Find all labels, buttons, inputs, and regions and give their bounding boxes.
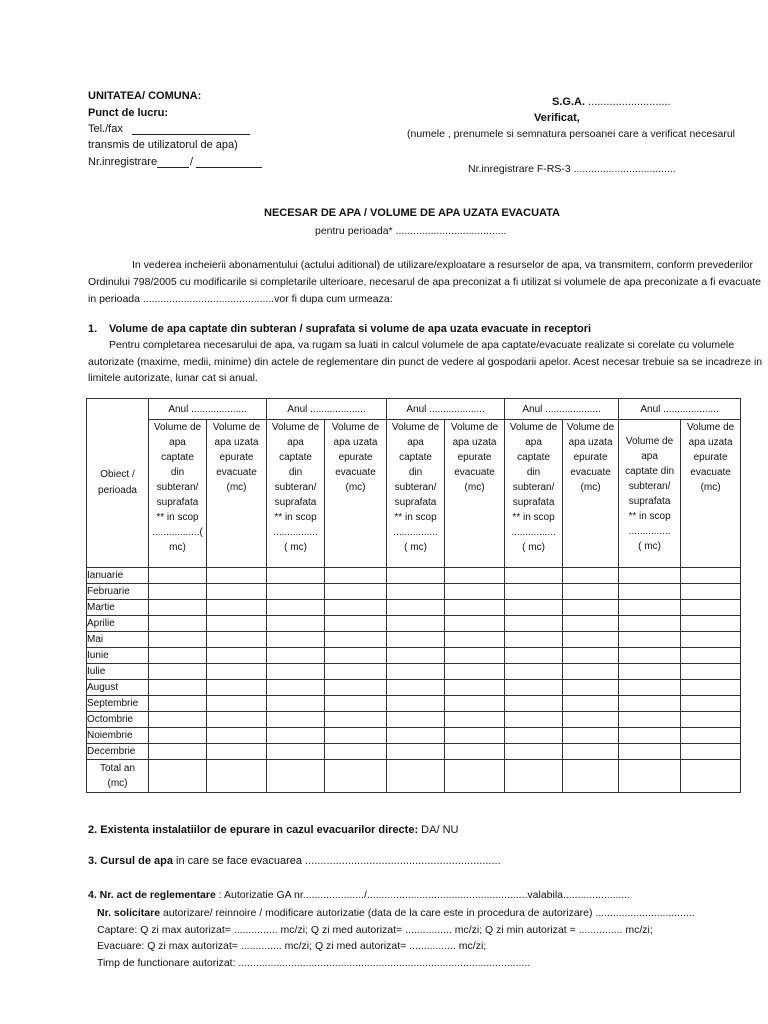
table-cell[interactable] [505, 728, 563, 744]
table-cell[interactable] [681, 744, 741, 760]
table-cell[interactable] [445, 712, 505, 728]
table-cell[interactable] [149, 680, 207, 696]
year-header-4: Anul .................... [505, 399, 619, 420]
table-row [87, 680, 741, 696]
total-cell[interactable] [207, 760, 267, 793]
table-cell[interactable] [267, 600, 325, 616]
table-cell[interactable] [267, 664, 325, 680]
evacuated-volume-header: Volume de apa uzata epurate evacuate (mc) [563, 420, 619, 568]
section3 [88, 855, 501, 867]
total-cell[interactable] [681, 760, 741, 793]
table-cell[interactable] [619, 712, 681, 728]
table-cell[interactable] [681, 632, 741, 648]
table-cell[interactable] [149, 744, 207, 760]
section2-label: 2. Existenta instalatiilor de epurare in cazul evacuarilor directe: [88, 824, 419, 836]
table-row [87, 664, 741, 680]
table-cell[interactable] [445, 680, 505, 696]
section4-request-label: Nr. solicitare [97, 907, 161, 919]
table-cell[interactable] [563, 728, 619, 744]
table-cell[interactable] [387, 584, 445, 600]
section1-number: 1. [88, 323, 98, 335]
table-cell[interactable] [445, 728, 505, 744]
table-cell[interactable] [207, 664, 267, 680]
table-cell[interactable] [505, 568, 563, 584]
table-cell[interactable] [445, 584, 505, 600]
table-cell[interactable] [387, 744, 445, 760]
intro-line-3: in perioada .............................................vor fi dupa cum urmeaza: [88, 293, 393, 305]
table-cell[interactable] [207, 696, 267, 712]
table-cell[interactable] [267, 568, 325, 584]
section1-line-3: limitele autorizate, lunar cat si anual. [88, 372, 258, 384]
captured-volume-header: Volume de apa captate din subteran/ suprafata ** in scop ................ ( mc) [267, 420, 325, 568]
table-cell[interactable] [681, 648, 741, 664]
table-cell[interactable] [619, 568, 681, 584]
table-cell[interactable] [387, 568, 445, 584]
verified-note: (numele , prenumele si semnatura persoanei care a verificat necesarul [407, 128, 735, 140]
total-cell[interactable] [563, 760, 619, 793]
evacuated-volume-header: Volume de apa uzata epurate evacuate (mc) [445, 420, 505, 568]
table-cell[interactable] [267, 632, 325, 648]
table-cell[interactable] [207, 648, 267, 664]
month-label: August [87, 680, 149, 696]
table-cell[interactable] [149, 600, 207, 616]
nr-inreg-right [468, 163, 676, 175]
total-cell[interactable] [325, 760, 387, 793]
table-cell[interactable] [267, 744, 325, 760]
table-cell[interactable] [325, 600, 387, 616]
table-cell[interactable] [619, 744, 681, 760]
month-label: Aprilie [87, 616, 149, 632]
table-cell[interactable] [563, 616, 619, 632]
table-cell[interactable] [207, 680, 267, 696]
table-cell[interactable] [445, 616, 505, 632]
page-title: NECESAR DE APA / VOLUME DE APA UZATA EVACUATA [264, 207, 560, 219]
table-cell[interactable] [387, 664, 445, 680]
section2 [88, 824, 458, 836]
table-cell[interactable] [563, 648, 619, 664]
table-cell[interactable] [387, 728, 445, 744]
intro-line-2: Ordinului 798/2005 cu modificarile si completarile ulterioare, necesarul de apa preconizat a fi utilizat si volumele de apa preconizate a fi evacuate [88, 276, 761, 288]
table-row [87, 600, 741, 616]
table-row [87, 568, 741, 584]
nr-inreg-sep: / [190, 156, 194, 168]
table-cell[interactable] [207, 616, 267, 632]
table-cell[interactable] [445, 600, 505, 616]
verified-label: Verificat, [534, 112, 580, 124]
table-cell[interactable] [445, 664, 505, 680]
table-cell[interactable] [387, 696, 445, 712]
evacuated-volume-header: Volume de apa uzata epurate evacuate (mc) [207, 420, 267, 568]
nr-inreg-line-1 [157, 167, 189, 168]
month-label: Octombrie [87, 712, 149, 728]
table-cell[interactable] [619, 696, 681, 712]
table-cell[interactable] [149, 664, 207, 680]
table-cell[interactable] [505, 744, 563, 760]
table-cell[interactable] [267, 616, 325, 632]
total-cell[interactable] [267, 760, 325, 793]
nr-inreg-line-2 [196, 167, 262, 168]
year-header-3: Anul .................... [387, 399, 505, 420]
table-cell[interactable] [681, 584, 741, 600]
section4-line-5: Timp de functionare autorizat: .................................................................................................... [97, 957, 531, 969]
section1-line-2: autorizate (maxime, medii, minime) din actele de reglementare din punct de vedere al gospodarii apelor. Acest necesar trebuie sa se incadreze in [88, 356, 763, 368]
table-row [87, 744, 741, 760]
table-cell[interactable] [445, 632, 505, 648]
table-cell[interactable] [149, 648, 207, 664]
table-cell[interactable] [563, 584, 619, 600]
captured-volume-header: Volume de apa captate din subteran/ suprafata ** in scop ................ ( mc) [387, 420, 445, 568]
table-cell[interactable] [445, 568, 505, 584]
month-label: Septembrie [87, 696, 149, 712]
month-label: Noiembrie [87, 728, 149, 744]
table-cell[interactable] [445, 696, 505, 712]
month-label: Martie [87, 600, 149, 616]
total-cell[interactable] [387, 760, 445, 793]
section4-line1-rest: : Autorizatie GA nr...................../.......................................................valabila....................... [215, 889, 631, 901]
table-cell[interactable] [387, 600, 445, 616]
table-cell[interactable] [505, 696, 563, 712]
month-label: Iunie [87, 648, 149, 664]
table-cell[interactable] [563, 664, 619, 680]
table-cell[interactable] [563, 568, 619, 584]
table-cell[interactable] [267, 696, 325, 712]
section4-line2-rest: autorizare/ reinnoire / modificare autorizatie (data de la care este in procedura de autorizare) .................................. [160, 907, 695, 919]
table-cell[interactable] [207, 600, 267, 616]
table-cell[interactable] [387, 632, 445, 648]
evacuated-volume-header: Volume de apa uzata epurate evacuate (mc) [325, 420, 387, 568]
table-cell[interactable] [681, 696, 741, 712]
object-period-header: Obiect / perioada [87, 399, 149, 568]
total-cell[interactable] [149, 760, 207, 793]
month-label: Mai [87, 632, 149, 648]
sga-dots: ........................... [588, 96, 671, 108]
table-cell[interactable] [619, 664, 681, 680]
total-cell[interactable] [505, 760, 563, 793]
table-cell[interactable] [505, 600, 563, 616]
workplace-label: Punct de lucru: [88, 107, 169, 119]
table-cell[interactable] [207, 744, 267, 760]
nr-inreg-right-dots: ................................... [573, 163, 676, 175]
table-row [87, 696, 741, 712]
table-cell[interactable] [325, 584, 387, 600]
table-cell[interactable] [563, 696, 619, 712]
table-cell[interactable] [267, 728, 325, 744]
transmis-label: transmis de utilizatorul de apa) [88, 139, 238, 151]
month-label: Februarie [87, 584, 149, 600]
nr-inreg-right-label: Nr.inregistrare F-RS-3 [468, 163, 571, 175]
year-header-1: Anul .................... [149, 399, 267, 420]
section4-label: 4. Nr. act de reglementare [88, 889, 216, 901]
table-row [87, 728, 741, 744]
section1-line-1: Pentru completarea necesarului de apa, va rugam sa luati in calcul volumele de apa captate/evacuate realizate si corelate cu volumele [109, 339, 735, 351]
table-cell[interactable] [325, 712, 387, 728]
table-cell[interactable] [267, 712, 325, 728]
section3-rest: in care se face evacuarea ................................................................ [172, 855, 501, 867]
table-cell[interactable] [563, 632, 619, 648]
section2-value[interactable]: DA/ NU [418, 824, 459, 836]
table-cell[interactable] [325, 568, 387, 584]
intro-line-1: In vederea incheierii abonamentului (actului aditional) de utilizare/exploatare a resurselor de apa, va transmitem, conform prevederilor [132, 259, 753, 271]
year-header-2: Anul .................... [267, 399, 387, 420]
table-cell[interactable] [207, 712, 267, 728]
period-label: pentru perioada* [315, 225, 393, 237]
table-cell[interactable] [267, 648, 325, 664]
table-cell[interactable] [325, 648, 387, 664]
captured-volume-header: Volume de apa captate din subteran/ suprafata ** in scop ................ ( mc) [505, 420, 563, 568]
table-cell[interactable] [149, 696, 207, 712]
table-cell[interactable] [619, 632, 681, 648]
table-cell[interactable] [681, 568, 741, 584]
table-cell[interactable] [681, 680, 741, 696]
table-cell[interactable] [149, 568, 207, 584]
total-year-label: Total an (mc) [87, 760, 149, 793]
table-cell[interactable] [387, 648, 445, 664]
table-cell[interactable] [207, 632, 267, 648]
table-cell[interactable] [267, 584, 325, 600]
table-cell[interactable] [387, 712, 445, 728]
table-cell[interactable] [505, 584, 563, 600]
table-cell[interactable] [619, 680, 681, 696]
table-row [87, 584, 741, 600]
table-cell[interactable] [387, 680, 445, 696]
table-cell[interactable] [681, 728, 741, 744]
section4-line-4: Evacuare: Q zi max autorizat= .............. mc/zi; Q zi med autorizat= ................ mc/zi; [97, 940, 487, 952]
table-cell[interactable] [267, 680, 325, 696]
table-cell[interactable] [619, 584, 681, 600]
table-cell[interactable] [149, 632, 207, 648]
table-cell[interactable] [445, 648, 505, 664]
captured-volume-header: Volume de apa captate din subteran/ suprafata ** in scop .................( mc) [149, 420, 207, 568]
table-cell[interactable] [681, 616, 741, 632]
table-cell[interactable] [563, 744, 619, 760]
table-row [87, 616, 741, 632]
table-row [87, 648, 741, 664]
table-cell[interactable] [325, 744, 387, 760]
period-dots: ...................................... [395, 225, 507, 237]
table-cell[interactable] [149, 728, 207, 744]
table-cell[interactable] [505, 648, 563, 664]
table-cell[interactable] [681, 712, 741, 728]
table-cell[interactable] [505, 664, 563, 680]
table-cell[interactable] [505, 616, 563, 632]
month-label: Iulie [87, 664, 149, 680]
table-cell[interactable] [619, 728, 681, 744]
table-cell[interactable] [325, 696, 387, 712]
table-cell[interactable] [387, 616, 445, 632]
evacuated-volume-header: Volume de apa uzata epurate evacuate (mc) [681, 420, 741, 568]
captured-volume-header: Volume de apa captate din subteran/ suprafata ** in scop ............... ( mc) [619, 420, 681, 568]
table-row [87, 712, 741, 728]
sga-label: S.G.A. [552, 96, 586, 108]
table-cell[interactable] [619, 600, 681, 616]
table-cell[interactable] [325, 632, 387, 648]
month-rows [87, 568, 741, 760]
unit-label: UNITATEA/ COMUNA: [88, 90, 202, 102]
table-cell[interactable] [505, 632, 563, 648]
table-cell[interactable] [207, 584, 267, 600]
section4-line-1 [88, 889, 630, 901]
telfax-label: Tel./fax [88, 123, 123, 135]
telfax-line [132, 134, 250, 135]
table-cell[interactable] [681, 664, 741, 680]
table-cell[interactable] [325, 664, 387, 680]
table-cell[interactable] [325, 728, 387, 744]
table-cell[interactable] [505, 680, 563, 696]
table-cell[interactable] [505, 712, 563, 728]
period-subtitle [315, 225, 506, 237]
table-cell[interactable] [207, 728, 267, 744]
table-cell[interactable] [149, 712, 207, 728]
table-cell[interactable] [563, 600, 619, 616]
sga-row [552, 96, 671, 108]
table-cell[interactable] [563, 712, 619, 728]
table-cell[interactable] [325, 616, 387, 632]
table-cell[interactable] [619, 616, 681, 632]
month-label: Ianuarie [87, 568, 149, 584]
total-cell[interactable] [445, 760, 505, 793]
table-cell[interactable] [207, 568, 267, 584]
table-cell[interactable] [619, 648, 681, 664]
water-volume-table [86, 398, 741, 793]
table-cell[interactable] [325, 680, 387, 696]
table-cell[interactable] [563, 680, 619, 696]
table-cell[interactable] [445, 744, 505, 760]
section1-title: Volume de apa captate din subteran / suprafata si volume de apa uzata evacuate in receptori [109, 323, 592, 335]
table-cell[interactable] [149, 584, 207, 600]
nr-inreg-label: Nr.inregistrare [88, 156, 158, 168]
total-cell[interactable] [619, 760, 681, 793]
year-header-5: Anul .................... [619, 399, 741, 420]
table-cell[interactable] [149, 616, 207, 632]
section4-line-3: Captare: Q zi max autorizat= ............... mc/zi; Q zi med autorizat= ................ mc/zi; Q zi min autorizat = ............... mc/zi; [97, 924, 653, 936]
month-label: Decembrie [87, 744, 149, 760]
table-row [87, 632, 741, 648]
section3-label: 3. Cursul de apa [88, 855, 173, 867]
section4-line-2 [97, 907, 695, 919]
table-cell[interactable] [681, 600, 741, 616]
